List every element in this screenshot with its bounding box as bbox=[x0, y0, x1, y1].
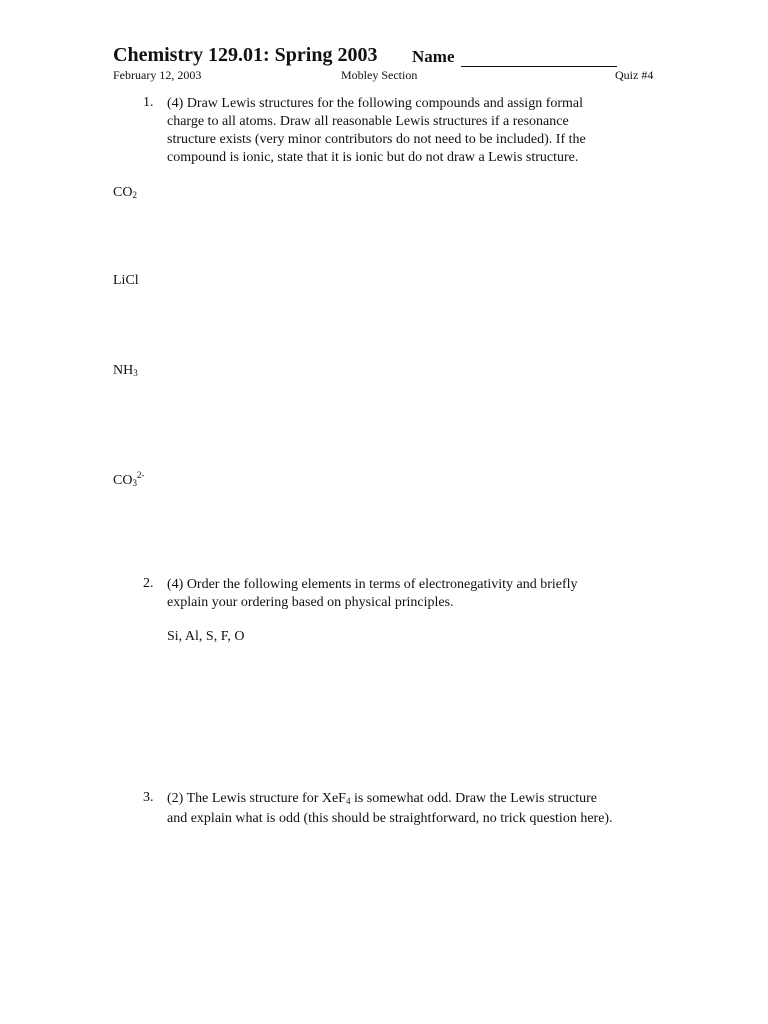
xef4-subscript: 4 bbox=[345, 796, 351, 806]
compound-co2 bbox=[113, 185, 137, 201]
question-2-line: explain your ordering based on physical principles. bbox=[167, 595, 454, 610]
question-3-line-end: is somewhat odd. Draw the Lewis structure bbox=[350, 791, 597, 806]
compound-base: CO bbox=[113, 185, 133, 200]
element-list: Si, Al, S, F, O bbox=[167, 629, 245, 644]
compound-subscript: 3 bbox=[133, 368, 138, 378]
name-label: Name bbox=[412, 47, 455, 66]
question-1-line: charge to all atoms. Draw all reasonable Lewis structures if a resonance bbox=[167, 114, 569, 129]
compound-subscript: 2 bbox=[132, 190, 137, 200]
compound-base: CO bbox=[113, 473, 133, 488]
question-2-number: 2. bbox=[143, 576, 154, 591]
compound-co3-2minus bbox=[113, 470, 144, 489]
question-1-line: compound is ionic, state that it is ionic but do not draw a Lewis structure. bbox=[167, 150, 579, 165]
question-3-number: 3. bbox=[143, 790, 154, 805]
question-2-text bbox=[167, 576, 652, 612]
question-2-line: (4) Order the following elements in terms of electronegativity and briefly bbox=[167, 577, 578, 592]
compound-base: NH bbox=[113, 363, 134, 378]
section-label: Mobley Section bbox=[341, 68, 418, 82]
question-1-line: structure exists (very minor contributors do not need to be included). If the bbox=[167, 132, 586, 147]
compound-licl bbox=[113, 273, 139, 289]
compound-charge: 2- bbox=[136, 470, 145, 480]
quiz-number: Quiz #4 bbox=[615, 68, 654, 82]
question-1-number: 1. bbox=[143, 95, 154, 110]
compound-base: LiCl bbox=[113, 273, 139, 288]
question-3-line bbox=[167, 790, 652, 810]
quiz-date: February 12, 2003 bbox=[113, 68, 202, 82]
question-1-text bbox=[167, 95, 652, 167]
question-3-text bbox=[167, 790, 652, 828]
question-1-line: (4) Draw Lewis structures for the following compounds and assign formal bbox=[167, 96, 584, 111]
page-title: Chemistry 129.01: Spring 2003 bbox=[113, 44, 378, 66]
question-3-line-start: (2) The Lewis structure for XeF bbox=[167, 791, 346, 806]
question-3-line: and explain what is odd (this should be straightforward, no trick question here). bbox=[167, 811, 613, 826]
compound-nh3 bbox=[113, 363, 138, 379]
compound-subscript: 3 bbox=[132, 478, 137, 488]
name-blank-line bbox=[461, 66, 617, 67]
